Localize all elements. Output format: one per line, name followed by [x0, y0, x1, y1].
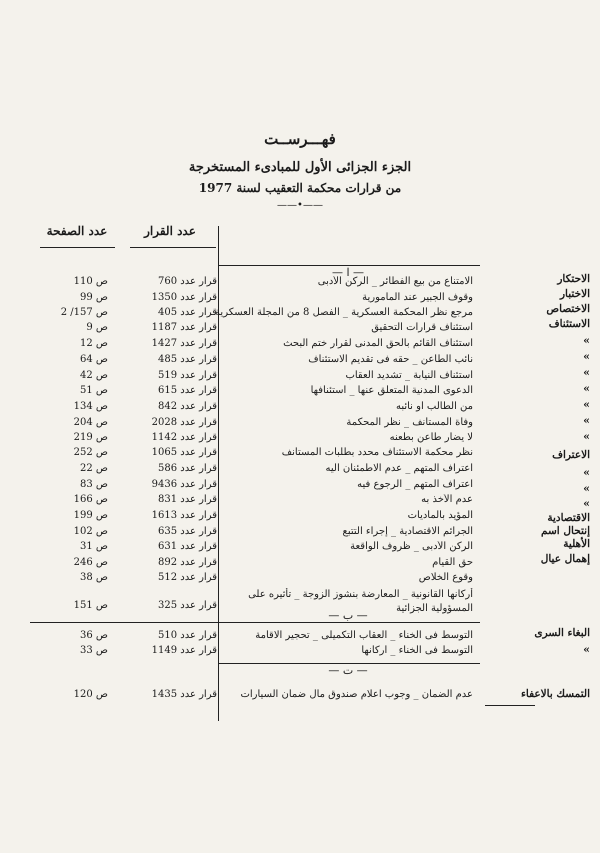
entry-decision: قرار عدد 1149: [151, 645, 217, 656]
section-rule: [30, 622, 480, 623]
entry-topic: اعتراف المتهم _ عدم الاطمئنان اليه: [325, 463, 473, 474]
category: الاستئناف: [548, 318, 590, 330]
category-underline: [485, 705, 535, 706]
entry-decision: قرار عدد 615: [157, 385, 217, 396]
entry-topic: وفاة المستأنف _ نظر المحكمة: [346, 417, 473, 428]
entry-decision: قرار عدد 635: [157, 526, 217, 537]
entry-topic: اعتراف المتهم _ الرجوع فيه: [357, 479, 473, 490]
entry-decision: قرار عدد 1435: [151, 689, 217, 700]
header-underline-decision: [130, 247, 216, 248]
header-underline-page: [40, 247, 115, 248]
entry-topic: التوسط فى الخناء _ أركانها: [361, 645, 473, 656]
entry-page: ص 83: [79, 479, 108, 490]
category-ditto: »: [583, 366, 590, 379]
entry-topic: لا يضار طاعن بطعنه: [389, 432, 473, 443]
entry-decision: قرار عدد 892: [157, 557, 217, 568]
entry-decision: قرار عدد 1427: [151, 338, 217, 349]
entry-page: ص 252: [73, 447, 108, 458]
entry-decision: قرار عدد 325: [157, 600, 217, 611]
entry-topic: عدم الأخذ به: [421, 494, 473, 505]
entry-decision: قرار عدد 405: [157, 307, 217, 318]
entry-decision: قرار عدد 1350: [151, 292, 217, 303]
entry-decision: قرار عدد 512: [157, 572, 217, 583]
ornament: ——•——: [277, 200, 323, 211]
category: الاختصاص: [546, 303, 590, 315]
entry-topic: أركانها القانونية _ المعارضة بنشوز الزوجة _ تأثيره على المسؤولية الجزائية: [248, 589, 473, 614]
entry-decision: قرار عدد 2028: [151, 417, 217, 428]
entry-page: ص 12: [79, 338, 108, 349]
category: الاختبار: [559, 288, 590, 300]
section-ta: — ت —: [328, 664, 368, 677]
entry-decision: قرار عدد 842: [157, 401, 217, 412]
entry-page: ص 157/ 2: [60, 307, 108, 318]
entry-page: ص 64: [79, 354, 108, 365]
category: الأهلية: [563, 538, 590, 550]
entry-page: ص 120: [73, 689, 108, 700]
section-ba: — ب —: [328, 609, 368, 622]
category: الاحتكار: [557, 273, 590, 285]
entry-decision: قرار عدد 510: [157, 630, 217, 641]
entry-decision: قرار عدد 831: [157, 494, 217, 505]
entry-topic: نظر محكمة الاستئناف محدد بطلبات المستأنف: [281, 447, 473, 458]
entry-decision: قرار عدد 1187: [151, 322, 217, 333]
entry-page: ص 22: [79, 463, 108, 474]
entry-page: ص 102: [73, 526, 108, 537]
column-header-decision: عدد القرار: [144, 224, 196, 238]
entry-page: ص 38: [79, 572, 108, 583]
entry-topic: التوسط فى الخناء _ العقاب التكميلى _ تحجير الاقامة: [255, 630, 473, 641]
entry-topic: نائب الطاعن _ حقه فى تقديم الاستئناف: [308, 354, 473, 365]
entry-topic: استئناف قرارات التحقيق: [371, 322, 473, 333]
entry-topic: استئناف النيابة _ تشديد العقاب: [345, 370, 473, 381]
subtitle-part: الجزء الجزائى الأول للمبادىء المستخرجة: [188, 160, 412, 175]
category: إنتحال اسم: [541, 525, 590, 537]
index-title: فهـــرســت: [264, 130, 336, 148]
entry-page: ص 199: [73, 510, 108, 521]
entry-topic: استئناف القائم بالحق المدنى لقرار ختم البحث: [283, 338, 473, 349]
entry-topic: وقوع الخلاص: [418, 572, 473, 583]
entry-topic: عدم الضمان _ وجوب اعلام صندوق مال ضمان السيارات: [240, 689, 473, 700]
entry-decision: قرار عدد 1065: [151, 447, 217, 458]
entry-decision: قرار عدد 760: [157, 276, 217, 287]
entry-page: ص 9: [86, 322, 108, 333]
entry-decision: قرار عدد 485: [157, 354, 217, 365]
entry-decision: قرار عدد 1142: [151, 432, 217, 443]
entry-decision: قرار عدد 9436: [151, 479, 217, 490]
category-ditto: »: [583, 497, 590, 510]
entry-topic: مرجع نظر المحكمة العسكرية _ الفصل 8 من المجلة العسكرية: [215, 307, 473, 318]
category-ditto: »: [583, 350, 590, 363]
category: البغاء السرى: [534, 627, 590, 639]
category-ditto: »: [583, 482, 590, 495]
entry-topic: المؤيد بالماديات: [407, 510, 473, 521]
entry-decision: قرار عدد 1613: [151, 510, 217, 521]
category-ditto: »: [583, 414, 590, 427]
category-ditto: »: [583, 398, 590, 411]
entry-page: ص 42: [79, 370, 108, 381]
entry-decision: قرار عدد 519: [157, 370, 217, 381]
category-ditto: »: [583, 382, 590, 395]
entry-topic: الجرائم الاقتصادية _ إجراء التتبع: [342, 526, 473, 537]
entry-page: ص 36: [79, 630, 108, 641]
entry-decision: قرار عدد 586: [157, 463, 217, 474]
category-ditto: »: [583, 334, 590, 347]
entry-topic: الركن الأدبى _ ظروف الواقعة: [350, 541, 473, 552]
category-ditto: »: [583, 643, 590, 656]
entry-page: ص 31: [79, 541, 108, 552]
entry-page: ص 204: [73, 417, 108, 428]
category: التمسك بالاعفاء: [520, 688, 590, 700]
entry-topic: حق القيام: [432, 557, 473, 568]
entry-page: ص 110: [73, 276, 108, 287]
section-alif: — ا —: [331, 266, 365, 279]
category-ditto: »: [583, 466, 590, 479]
entry-page: ص 99: [79, 292, 108, 303]
category: الاعتراف: [552, 449, 590, 461]
category-ditto: »: [583, 430, 590, 443]
entry-page: ص 166: [73, 494, 108, 505]
entry-page: ص 33: [79, 645, 108, 656]
category: الاقتصادية: [547, 512, 590, 524]
entry-topic: وقوف الجبير عند المأمورية: [362, 292, 473, 303]
entry-topic: الدعوى المدنية المتعلق عنها _ استئنافها: [310, 385, 473, 396]
category: إهمال عيال: [540, 553, 590, 565]
entry-page: ص 151: [73, 600, 108, 611]
subtitle-source: من قرارات محكمة التعقيب لسنة 1977: [198, 181, 402, 195]
entry-decision: قرار عدد 631: [157, 541, 217, 552]
entry-page: ص 51: [79, 385, 108, 396]
column-header-page: عدد الصفحة: [46, 224, 108, 238]
entry-page: ص 134: [73, 401, 108, 412]
entry-page: ص 219: [73, 432, 108, 443]
entry-page: ص 246: [73, 557, 108, 568]
entry-topic: من الطالب أو نائبه: [395, 401, 473, 412]
entry-topic: الامتناع من بيع الفطائر _ الركن الأدبى: [317, 276, 473, 287]
